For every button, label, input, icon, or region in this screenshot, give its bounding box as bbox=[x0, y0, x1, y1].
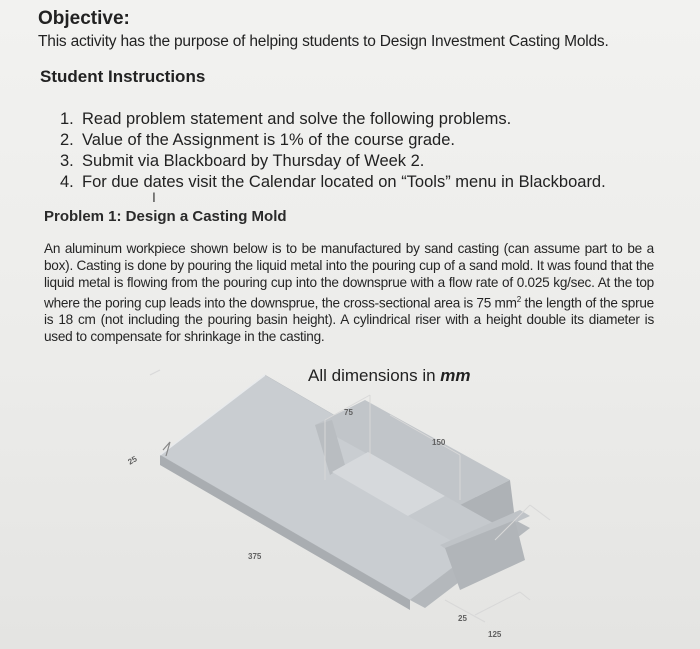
list-item-text: Submit via Blackboard by Thursday of Week 2. bbox=[82, 152, 425, 170]
instruction-list bbox=[60, 109, 606, 193]
problem-text-part-2: the length of the sprue is 18 cm (not including the pouring basin height). A cylindrical riser with a height double its diameter is used to compensate for shrinkage in the casting. bbox=[44, 295, 654, 345]
problem-heading: Problem 1: Design a Casting Mold bbox=[44, 208, 287, 225]
list-item bbox=[60, 109, 606, 130]
dim-line-125-b bbox=[520, 592, 530, 600]
list-item-text: For due dates visit the Calendar located on “Tools” menu in Blackboard. bbox=[82, 173, 606, 191]
dimension-label-150: 150 bbox=[432, 438, 446, 447]
dimension-label-125: 125 bbox=[488, 630, 502, 639]
list-item-number: 2. bbox=[60, 131, 74, 149]
text-cursor-icon: I bbox=[152, 189, 156, 205]
objective-text: This activity has the purpose of helping students to Design Investment Casting Molds. bbox=[38, 33, 609, 50]
dimension-label-25-left: 25 bbox=[126, 454, 139, 467]
casting-part-figure bbox=[100, 360, 700, 649]
list-item-number: 4. bbox=[60, 173, 74, 191]
dim-line-right-end bbox=[530, 505, 550, 520]
superscript-2: 2 bbox=[516, 294, 521, 304]
dimension-label-375: 375 bbox=[248, 552, 262, 561]
objective-heading: Objective: bbox=[38, 8, 130, 29]
dimension-label-25-bottom: 25 bbox=[458, 614, 467, 623]
list-item-text: Value of the Assignment is 1% of the course grade. bbox=[82, 131, 455, 149]
instructions-heading: Student Instructions bbox=[40, 67, 206, 86]
isometric-part-drawing bbox=[100, 360, 700, 649]
problem-statement bbox=[44, 241, 654, 346]
list-item bbox=[60, 130, 606, 151]
dim-mark-corner bbox=[150, 370, 160, 375]
list-item-number: 3. bbox=[60, 152, 74, 170]
list-item-text: Read problem statement and solve the following problems. bbox=[82, 110, 512, 128]
list-item bbox=[60, 172, 606, 193]
figure-title-unit: mm bbox=[440, 366, 471, 385]
list-item-number: 1. bbox=[60, 110, 74, 128]
dim-line-125-a bbox=[475, 592, 520, 615]
dimension-label-75: 75 bbox=[344, 408, 353, 417]
problem-text-part-1: An aluminum workpiece shown below is to be manufactured by sand casting (can assume part to be a box). Casting is done by pouring the liquid metal into the pouring cup of a sand mold. It was found that the liquid metal is flowing from the pouring cup into the downsprue with a flow rate of 0.025 kg/sec. At the top where the poring cup leads into the downsprue, the cross-sectional area is 75 mm bbox=[44, 241, 654, 311]
list-item bbox=[60, 151, 606, 172]
figure-title-text: All dimensions in bbox=[308, 366, 441, 385]
